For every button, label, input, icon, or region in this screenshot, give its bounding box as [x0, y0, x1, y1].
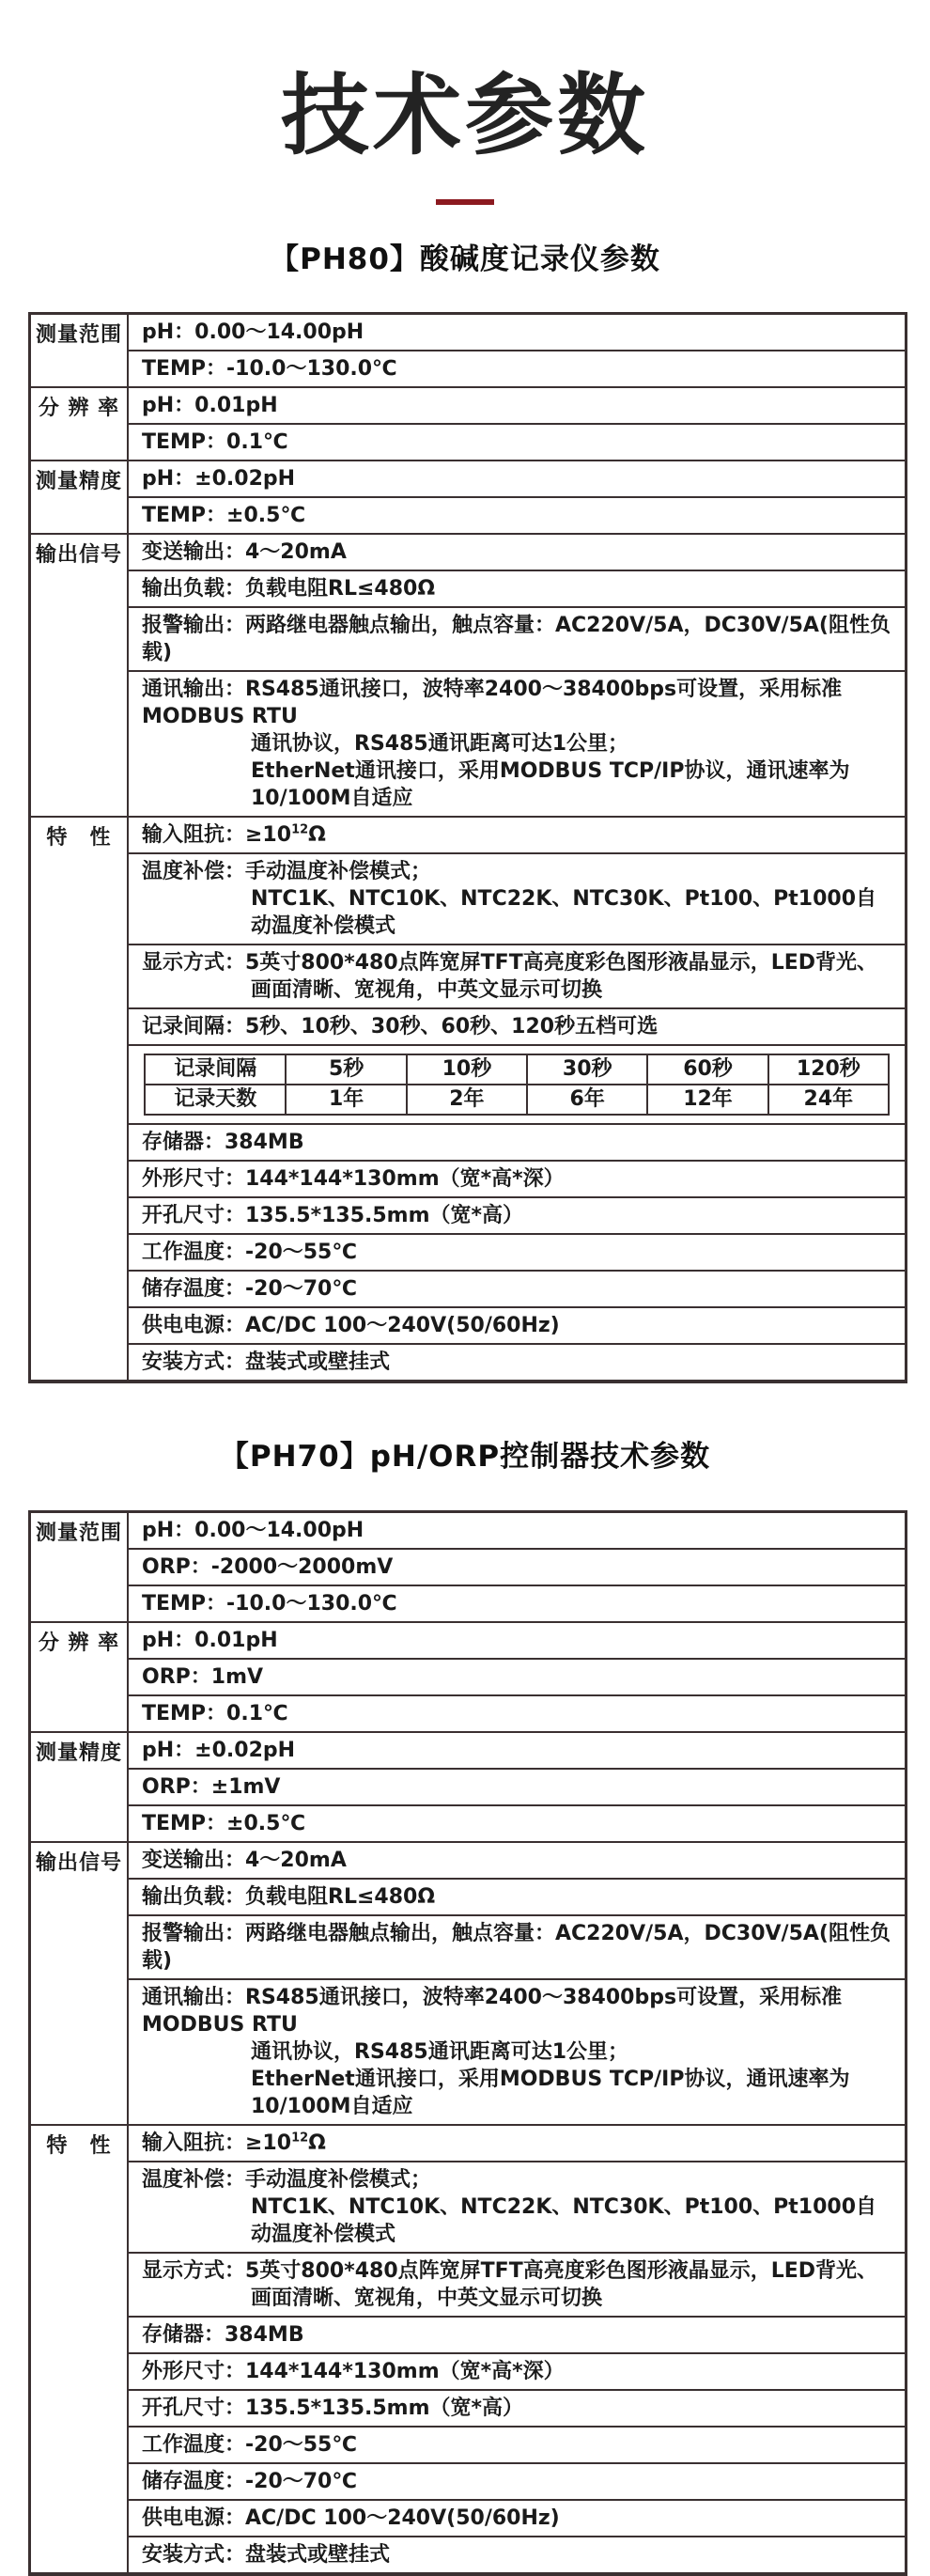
spec-sheet-page	[0, 65, 930, 2567]
spec-line: pH：0.01pH	[142, 1628, 278, 1652]
spec-line: 工作温度：-20～55℃	[142, 1241, 358, 1265]
spec-line: TEMP：0.1℃	[142, 1701, 288, 1725]
spec-value	[128, 945, 907, 1008]
interval-cell: 60秒	[647, 1054, 767, 1085]
spec-table-ph80	[28, 312, 907, 1383]
table-row	[30, 853, 907, 945]
table-row	[30, 817, 907, 853]
table-row	[30, 1769, 907, 1805]
spec-value	[128, 497, 907, 534]
table-row	[30, 1197, 907, 1234]
spec-line: ORP：-2000～2000mV	[142, 1554, 394, 1579]
table-row	[30, 1732, 907, 1769]
spec-line: 通讯输出：RS485通讯接口，波特率2400～38400bps可设置，采用标准MODBUS RTU	[142, 1985, 843, 2037]
spec-line: TEMP：0.1℃	[142, 430, 288, 455]
spec-line: 变送输出：4～20mA	[142, 540, 347, 565]
spec-line: 存储器：384MB	[142, 2322, 304, 2347]
spec-value	[128, 1805, 907, 1842]
spec-line: EtherNet通讯接口，采用MODBUS TCP/IP协议，通讯速率为10/100M自适应	[251, 759, 850, 811]
spec-line: NTC1K、NTC10K、NTC22K、NTC30K、Pt100、Pt1000自动温度补偿模式	[251, 2194, 877, 2246]
table-row	[30, 1549, 907, 1585]
spec-line: 输出负载：负载电阻RL≤480Ω	[142, 577, 436, 601]
spec-value	[128, 1344, 907, 1382]
record-interval-cell	[128, 1045, 907, 1124]
interval-days-row	[145, 1085, 889, 1115]
spec-value	[128, 2125, 907, 2162]
row-label: 分 辨 率	[30, 387, 129, 461]
spec-value	[128, 351, 907, 387]
spec-value	[128, 853, 907, 945]
spec-line: 安装方式：盘装式或壁挂式	[142, 1350, 391, 1375]
spec-line: 通讯协议，RS485通讯距离可达1公里；	[251, 2039, 629, 2064]
table-row	[30, 2500, 907, 2537]
table-row	[30, 1805, 907, 1842]
spec-value	[128, 2253, 907, 2317]
row-label: 分 辨 率	[30, 1622, 129, 1732]
spec-line: 显示方式：5英寸800*480点阵宽屏TFT高亮度彩色图形液晶显示，LED背光、	[142, 951, 878, 976]
spec-line: 画面清晰、宽视角，中英文显示可切换	[251, 978, 603, 1003]
table-row	[30, 461, 907, 497]
spec-line: 通讯协议，RS485通讯距离可达1公里；	[251, 732, 629, 757]
spec-line: ORP：±1mV	[142, 1774, 281, 1799]
spec-value	[128, 671, 907, 817]
table-row	[30, 607, 907, 671]
interval-cell: 30秒	[527, 1054, 647, 1085]
spec-line: 输出负载：负载电阻RL≤480Ω	[142, 1884, 436, 1909]
spec-value	[128, 2537, 907, 2574]
table-row	[30, 1879, 907, 1915]
spec-value	[128, 424, 907, 461]
spec-value	[128, 2427, 907, 2463]
spec-line: 工作温度：-20～55℃	[142, 2432, 358, 2457]
spec-line: 报警输出：两路继电器触点输出，触点容量：AC220V/5A，DC30V/5A(阻性负载)	[142, 1921, 891, 1973]
table-row	[30, 2353, 907, 2390]
spec-value	[128, 1979, 907, 2125]
spec-line: 温度补偿：手动温度补偿模式；	[142, 860, 432, 884]
impedance-suffix: Ω	[308, 823, 326, 848]
table-row	[30, 1124, 907, 1161]
table-row	[30, 424, 907, 461]
spec-line: 供电电源：AC/DC 100～240V(50/60Hz)	[142, 1314, 560, 1338]
interval-cell: 5秒	[286, 1054, 406, 1085]
spec-value	[128, 1842, 907, 1879]
interval-cell: 24年	[768, 1085, 889, 1115]
spec-value	[128, 1769, 907, 1805]
spec-value	[128, 1549, 907, 1585]
spec-line: 供电电源：AC/DC 100～240V(50/60Hz)	[142, 2506, 560, 2530]
spec-line: 安装方式：盘装式或壁挂式	[142, 2542, 391, 2567]
spec-line: pH：0.00～14.00pH	[142, 320, 364, 345]
interval-cell: 12年	[647, 1085, 767, 1115]
spec-line: 储存温度：-20～70℃	[142, 1277, 358, 1302]
spec-value	[128, 1271, 907, 1307]
spec-line: pH：0.00～14.00pH	[142, 1518, 364, 1542]
spec-line: TEMP：-10.0～130.0℃	[142, 357, 397, 382]
table-row	[30, 1659, 907, 1695]
table-row	[30, 534, 907, 570]
spec-table-ph70	[28, 1510, 907, 2576]
table-row	[30, 2125, 907, 2162]
interval-cell: 1年	[286, 1085, 406, 1115]
spec-value	[128, 1585, 907, 1622]
table-row	[30, 1045, 907, 1124]
table-row	[30, 2317, 907, 2353]
table-heading-ph80: 【PH80】酸碱度记录仪参数	[270, 242, 660, 277]
interval-cell: 2年	[407, 1085, 527, 1115]
spec-line: 外形尺寸：144*144*130mm（宽*高*深）	[142, 1167, 565, 1192]
spec-line: 显示方式：5英寸800*480点阵宽屏TFT高亮度彩色图形液晶显示，LED背光、	[142, 2258, 878, 2283]
spec-value	[128, 2317, 907, 2353]
spec-value	[128, 314, 907, 351]
impedance-suffix: Ω	[308, 2131, 326, 2155]
table-row	[30, 570, 907, 607]
spec-value	[128, 534, 907, 570]
table-row	[30, 2537, 907, 2574]
spec-line: 通讯输出：RS485通讯接口，波特率2400～38400bps可设置，采用标准MODBUS RTU	[142, 678, 843, 729]
spec-line: 画面清晰、宽视角，中英文显示可切换	[251, 2286, 603, 2310]
table-row	[30, 1511, 907, 1549]
impedance-exponent: 12	[291, 823, 309, 838]
spec-value	[128, 607, 907, 671]
table-row	[30, 1307, 907, 1344]
spec-line	[142, 821, 895, 849]
table-row	[30, 1008, 907, 1045]
table-row	[30, 1271, 907, 1307]
interval-cell: 6年	[527, 1085, 647, 1115]
spec-line: 温度补偿：手动温度补偿模式；	[142, 2167, 432, 2192]
row-label: 输出信号	[30, 534, 129, 817]
spec-value	[128, 1234, 907, 1271]
interval-cell: 记录天数	[145, 1085, 286, 1115]
spec-line: TEMP：-10.0～130.0℃	[142, 1591, 397, 1616]
table-row	[30, 2162, 907, 2253]
table-row	[30, 2427, 907, 2463]
spec-line: 变送输出：4～20mA	[142, 1848, 347, 1872]
spec-value	[128, 2500, 907, 2537]
spec-line: TEMP：±0.5℃	[142, 504, 306, 528]
spec-value	[128, 387, 907, 424]
spec-value	[128, 1008, 907, 1045]
table-row	[30, 671, 907, 817]
spec-line: 开孔尺寸：135.5*135.5mm（宽*高）	[142, 2396, 524, 2420]
row-label: 测量精度	[30, 1732, 129, 1842]
spec-line: 记录间隔：5秒、10秒、30秒、60秒、120秒五档可选	[142, 1015, 659, 1039]
spec-value	[128, 1511, 907, 1549]
table-row	[30, 1622, 907, 1659]
spec-value	[128, 1307, 907, 1344]
table-row	[30, 1842, 907, 1879]
record-interval-table	[144, 1054, 890, 1116]
spec-value	[128, 1732, 907, 1769]
table-row	[30, 497, 907, 534]
accent-divider	[436, 199, 494, 205]
row-label: 特 性	[30, 2125, 129, 2574]
spec-line: 开孔尺寸：135.5*135.5mm（宽*高）	[142, 1204, 524, 1228]
table-row	[30, 1979, 907, 2125]
row-label: 测量精度	[30, 461, 129, 534]
table-row	[30, 945, 907, 1008]
spec-value	[128, 461, 907, 497]
table-row	[30, 1915, 907, 1979]
spec-value	[128, 2353, 907, 2390]
spec-line	[142, 2130, 895, 2157]
spec-value	[128, 2390, 907, 2427]
interval-header-row	[145, 1054, 889, 1085]
spec-line: TEMP：±0.5℃	[142, 1811, 306, 1835]
spec-value	[128, 817, 907, 853]
interval-cell: 120秒	[768, 1054, 889, 1085]
spec-value	[128, 1695, 907, 1732]
spec-value	[128, 1622, 907, 1659]
interval-cell: 记录间隔	[145, 1054, 286, 1085]
spec-value	[128, 1197, 907, 1234]
table-row	[30, 1585, 907, 1622]
spec-line: pH：±0.02pH	[142, 1738, 296, 1762]
spec-line: 存储器：384MB	[142, 1131, 304, 1155]
table-row	[30, 2390, 907, 2427]
spec-value	[128, 1659, 907, 1695]
spec-value	[128, 2463, 907, 2500]
table-row	[30, 387, 907, 424]
spec-value	[128, 1124, 907, 1161]
impedance-exponent: 12	[291, 2131, 309, 2146]
impedance-prefix: 输入阻抗：≥10	[142, 2131, 292, 2155]
spec-line: 报警输出：两路继电器触点输出，触点容量：AC220V/5A，DC30V/5A(阻性负载)	[142, 614, 891, 665]
spec-value	[128, 1879, 907, 1915]
table-row	[30, 2253, 907, 2317]
row-label: 特 性	[30, 817, 129, 1382]
table-heading-ph70: 【PH70】pH/ORP控制器技术参数	[219, 1440, 711, 1475]
spec-value	[128, 570, 907, 607]
spec-line: NTC1K、NTC10K、NTC22K、NTC30K、Pt100、Pt1000自动温度补偿模式	[251, 887, 877, 939]
interval-cell: 10秒	[407, 1054, 527, 1085]
spec-line: 储存温度：-20～70℃	[142, 2469, 358, 2493]
row-label: 测量范围	[30, 314, 129, 388]
spec-value	[128, 2162, 907, 2253]
impedance-prefix: 输入阻抗：≥10	[142, 823, 292, 848]
table-row	[30, 1695, 907, 1732]
table-row	[30, 1161, 907, 1197]
row-label: 输出信号	[30, 1842, 129, 2125]
spec-line: ORP：1mV	[142, 1664, 264, 1689]
spec-line: pH：±0.02pH	[142, 467, 296, 492]
spec-line: pH：0.01pH	[142, 394, 278, 418]
table-row	[30, 1234, 907, 1271]
spec-value	[128, 1161, 907, 1197]
table-row	[30, 1344, 907, 1382]
spec-line: 外形尺寸：144*144*130mm（宽*高*深）	[142, 2359, 565, 2383]
row-label: 测量范围	[30, 1511, 129, 1622]
table-row	[30, 314, 907, 351]
spec-line: EtherNet通讯接口，采用MODBUS TCP/IP协议，通讯速率为10/100M自适应	[251, 2067, 850, 2118]
page-title: 技术参数	[280, 65, 649, 167]
table-row	[30, 351, 907, 387]
spec-value	[128, 1915, 907, 1979]
table-row	[30, 2463, 907, 2500]
